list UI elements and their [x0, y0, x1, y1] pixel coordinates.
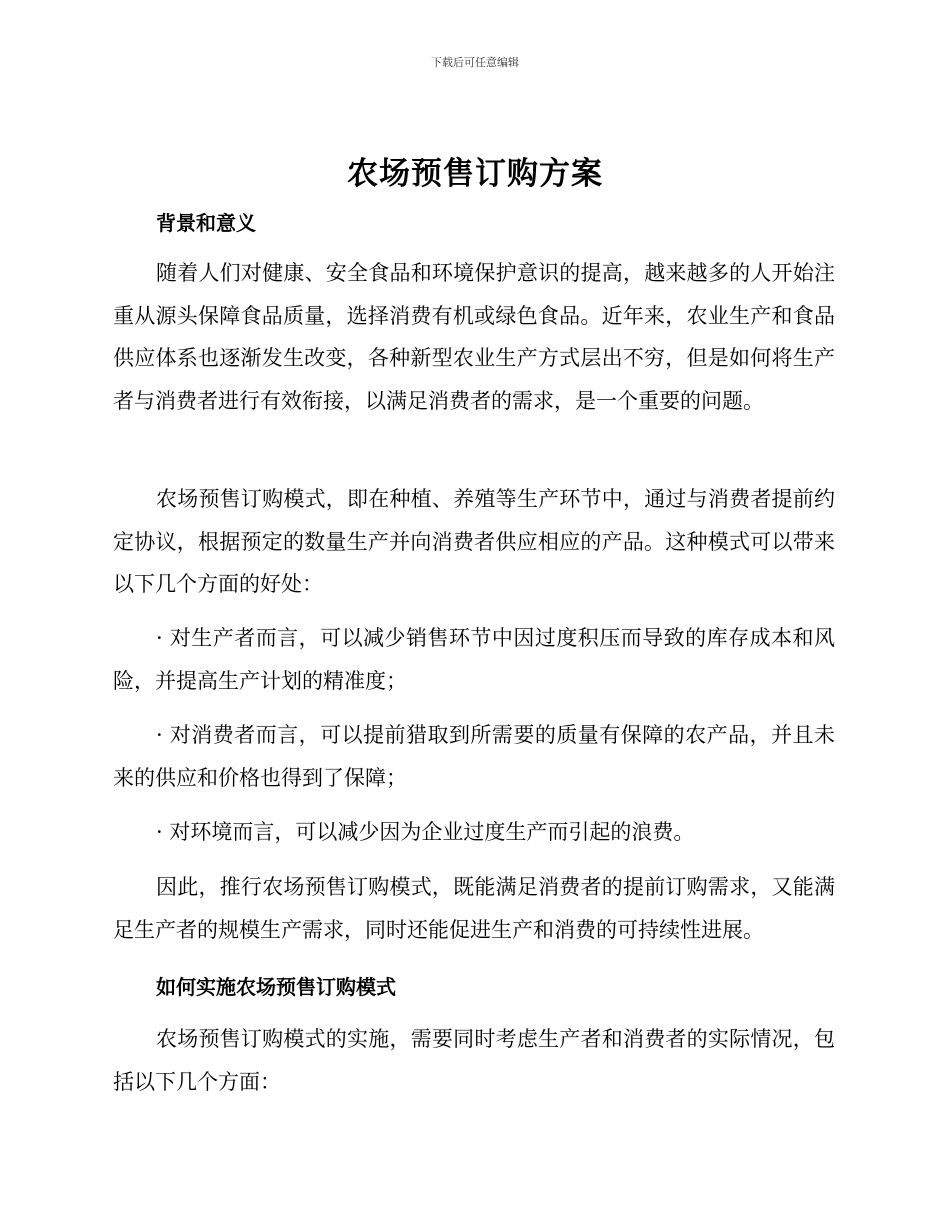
bullet-item-environment: · 对环境而言，可以减少因为企业过度生产而引起的浪费。: [156, 820, 695, 844]
section-heading-background: 背景和意义: [156, 211, 256, 235]
document-title: 农场预售订购方案: [347, 156, 603, 192]
paragraph-implementation-intro: 农场预售订购模式的实施，需要同时考虑生产者和消费者的实际情况，包括以下几个方面：: [113, 1027, 835, 1094]
paragraph-conclusion: 因此，推行农场预售订购模式，既能满足消费者的提前订购需求，又能满足生产者的规模生产需求，同时还能促进生产和消费的可持续性进展。: [113, 875, 835, 942]
page-header-note: 下载后可任意编辑: [431, 56, 519, 69]
section-heading-implementation: 如何实施农场预售订购模式: [156, 975, 396, 999]
bullet-item-consumers: · 对消费者而言，可以提前猎取到所需要的质量有保障的农产品，并且未来的供应和价格也得到了保障；: [113, 723, 835, 790]
bullet-item-producers: · 对生产者而言，可以减少销售环节中因过度积压而导致的库存成本和风险，并提高生产计划的精准度；: [113, 626, 835, 693]
paragraph-presale-model: 农场预售订购模式，即在种植、养殖等生产环节中，通过与消费者提前约定协议，根据预定的数量生产并向消费者供应相应的产品。这种模式可以带来以下几个方面的好处：: [113, 487, 835, 596]
paragraph-background-intro: 随着人们对健康、安全食品和环境保护意识的提高，越来越多的人开始注重从源头保障食品质量，选择消费有机或绿色食品。近年来，农业生产和食品供应体系也逐渐发生改变，各种新型农业生产方式层出不穷，但是如何将生产者与消费者进行有效衔接，以满足消费者的需求，是一个重要的问题。: [113, 261, 835, 413]
